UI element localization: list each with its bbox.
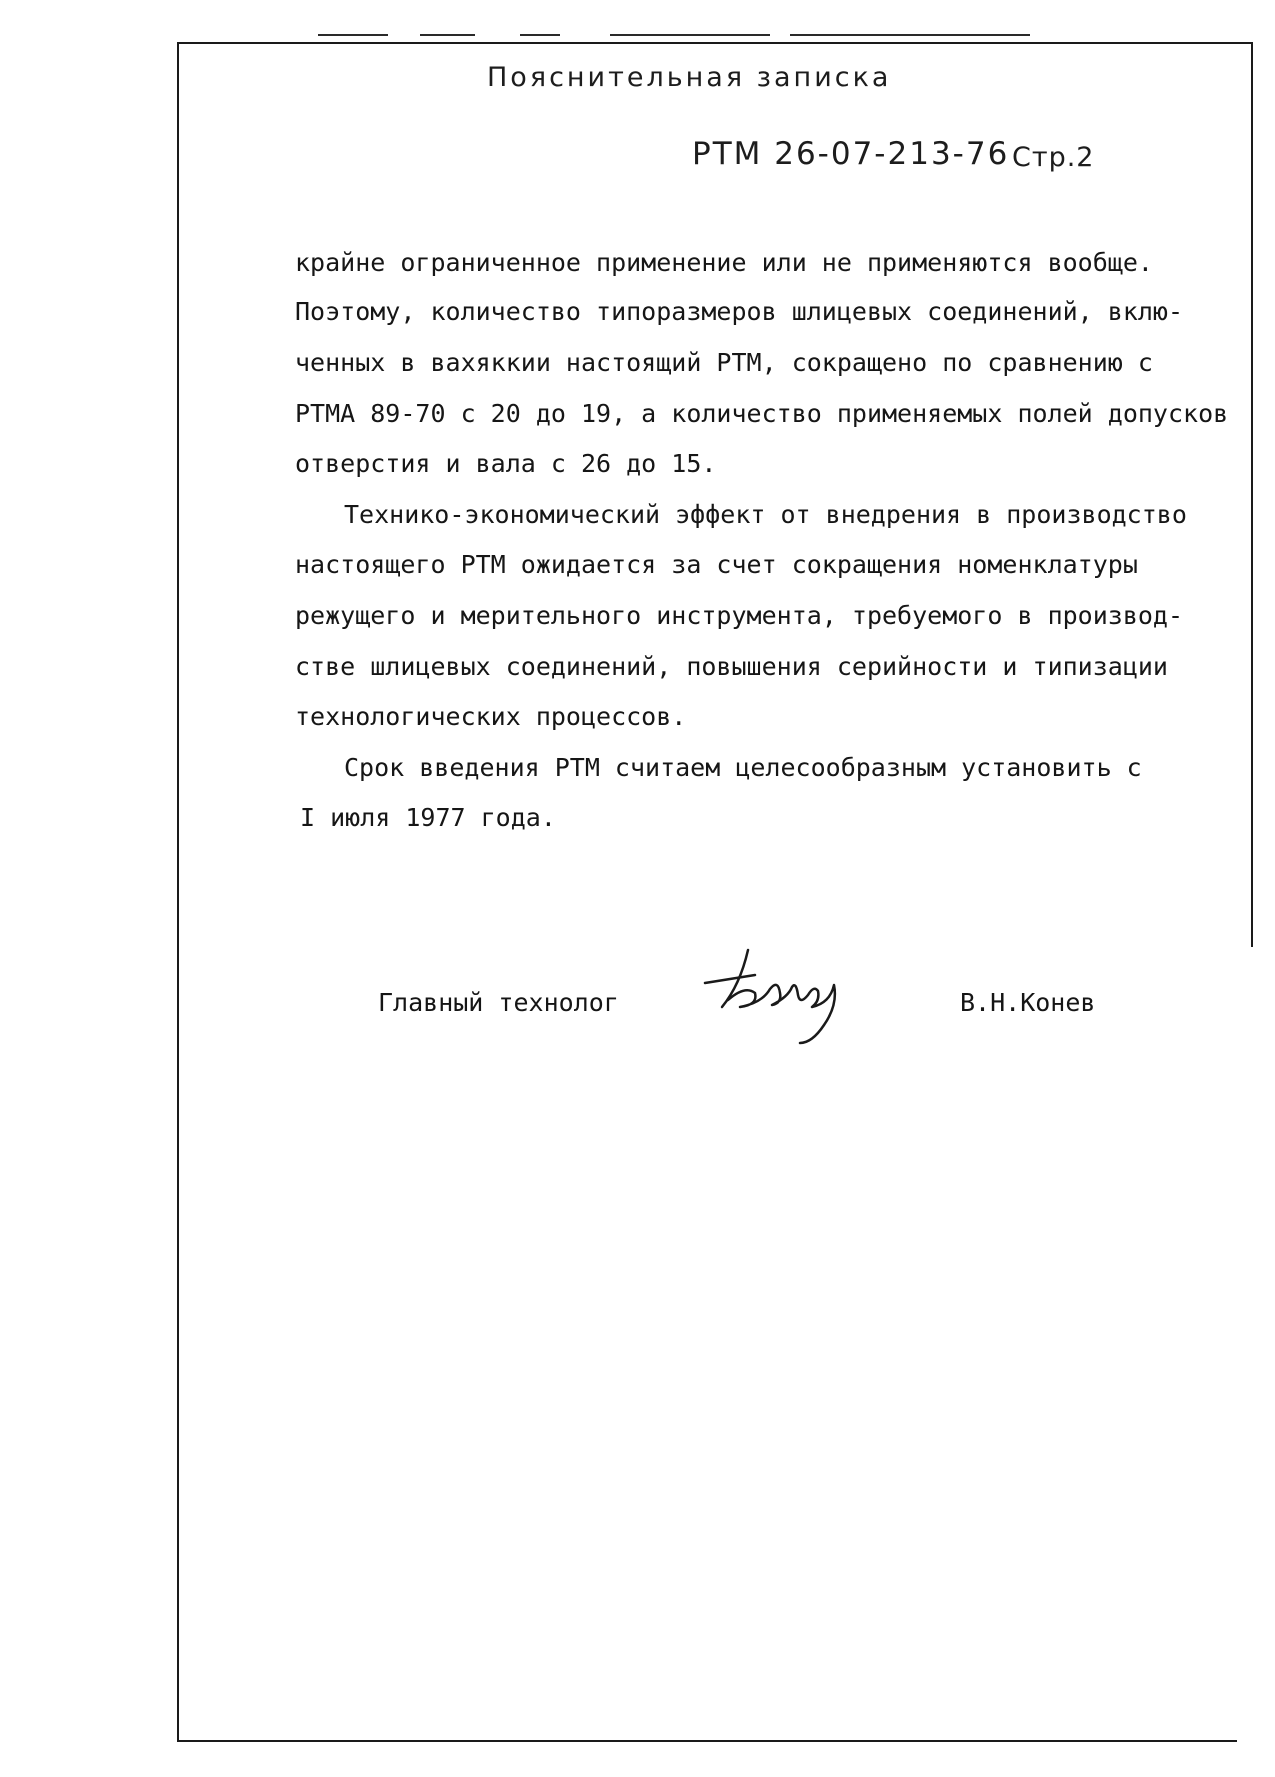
body-line: настоящего РТМ ожидается за счет сокращения номенклатуры <box>295 550 1138 579</box>
frame-top-dash <box>520 34 560 36</box>
frame-top-line <box>177 42 1252 44</box>
frame-top-dash <box>318 34 388 36</box>
body-line: I июля 1977 года. <box>300 803 556 832</box>
signatory-name: В.Н.Конев <box>960 988 1096 1017</box>
frame-top-dash <box>610 34 770 36</box>
body-line: крайне ограниченное применение или не применяются вообще. <box>295 248 1153 277</box>
body-line: Технико-экономический эффект от внедрения в производство <box>344 500 1187 529</box>
body-line: РТМА 89-70 с 20 до 19, а количество применяемых полей допусков <box>295 399 1229 428</box>
body-line: ченных в вахяккии настоящий РТМ, сокращено по сравнению с <box>295 348 1153 377</box>
handwritten-signature <box>700 945 860 1045</box>
signatory-role: Главный технолог <box>378 988 619 1017</box>
body-line: Поэтому, количество типоразмеров шлицевых соединений, вклю- <box>295 297 1184 326</box>
frame-left-line <box>177 42 179 1742</box>
frame-right-line <box>1251 42 1253 947</box>
document-code: РТМ 26-07-213-76 <box>692 136 1010 172</box>
body-line: Срок введения РТМ считаем целесообразным установить с <box>344 753 1142 782</box>
page-number: Стр.2 <box>1012 142 1095 173</box>
frame-top-dash <box>790 34 1030 36</box>
document-title: Пояснительная записка <box>487 62 892 93</box>
body-line: стве шлицевых соединений, повышения серийности и типизации <box>295 652 1168 681</box>
body-line: технологических процессов. <box>295 702 687 731</box>
frame-top-dash <box>420 34 475 36</box>
frame-bottom-line <box>177 1740 1237 1742</box>
body-line: отверстия и вала с 26 до 15. <box>295 449 717 478</box>
body-line: режущего и мерительного инструмента, требуемого в производ- <box>295 601 1184 630</box>
